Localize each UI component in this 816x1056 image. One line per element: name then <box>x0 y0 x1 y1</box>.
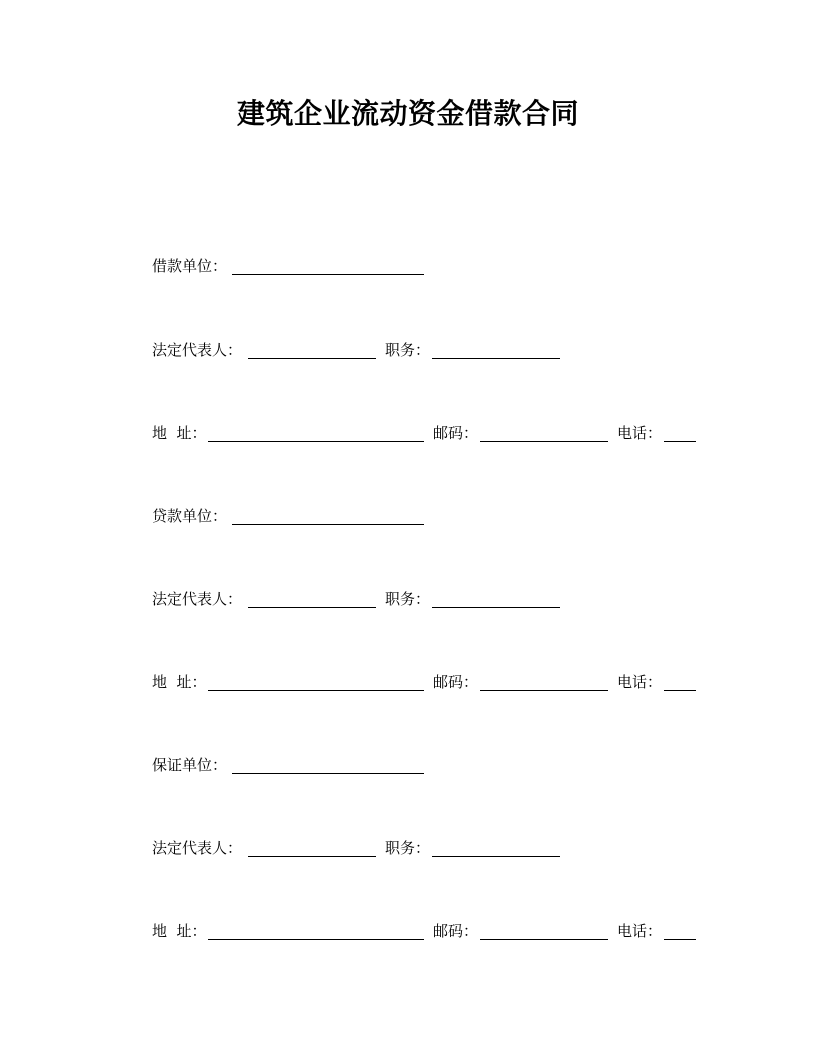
guarantor-unit-label: 保证单位： <box>152 756 228 774</box>
lender-unit-blank[interactable] <box>232 524 424 525</box>
lender-postcode-label: 邮码： <box>433 673 479 691</box>
guarantor-unit-blank[interactable] <box>232 773 424 774</box>
guarantor-address-blank[interactable] <box>208 939 424 940</box>
guarantor-address-label: 地 址： <box>152 922 207 940</box>
guarantor-position-blank[interactable] <box>432 856 560 857</box>
borrower-address-blank[interactable] <box>208 441 424 442</box>
lender-rep-blank[interactable] <box>248 607 376 608</box>
borrower-unit-blank[interactable] <box>232 274 424 275</box>
borrower-phone-label: 电话： <box>617 424 663 442</box>
lender-position-label: 职务： <box>385 590 431 608</box>
borrower-unit-label: 借款单位： <box>152 257 228 275</box>
borrower-postcode-blank[interactable] <box>480 441 608 442</box>
borrower-address-label: 地 址： <box>152 424 207 442</box>
guarantor-postcode-blank[interactable] <box>480 939 608 940</box>
lender-postcode-blank[interactable] <box>480 690 608 691</box>
guarantor-postcode-label: 邮码： <box>433 922 479 940</box>
lender-phone-label: 电话： <box>617 673 663 691</box>
lender-position-blank[interactable] <box>432 607 560 608</box>
lender-address-blank[interactable] <box>208 690 424 691</box>
guarantor-rep-label: 法定代表人： <box>152 839 243 857</box>
borrower-rep-blank[interactable] <box>248 358 376 359</box>
guarantor-phone-label: 电话： <box>617 922 663 940</box>
lender-rep-label: 法定代表人： <box>152 590 243 608</box>
borrower-position-label: 职务： <box>385 341 431 359</box>
borrower-position-blank[interactable] <box>432 358 560 359</box>
borrower-postcode-label: 邮码： <box>433 424 479 442</box>
borrower-phone-blank[interactable] <box>664 441 696 442</box>
lender-phone-blank[interactable] <box>664 690 696 691</box>
lender-address-label: 地 址： <box>152 673 207 691</box>
guarantor-rep-blank[interactable] <box>248 856 376 857</box>
guarantor-position-label: 职务： <box>385 839 431 857</box>
borrower-rep-label: 法定代表人： <box>152 341 243 359</box>
guarantor-phone-blank[interactable] <box>664 939 696 940</box>
lender-unit-label: 贷款单位： <box>152 507 228 525</box>
document-title: 建筑企业流动资金借款合同 <box>236 97 579 130</box>
